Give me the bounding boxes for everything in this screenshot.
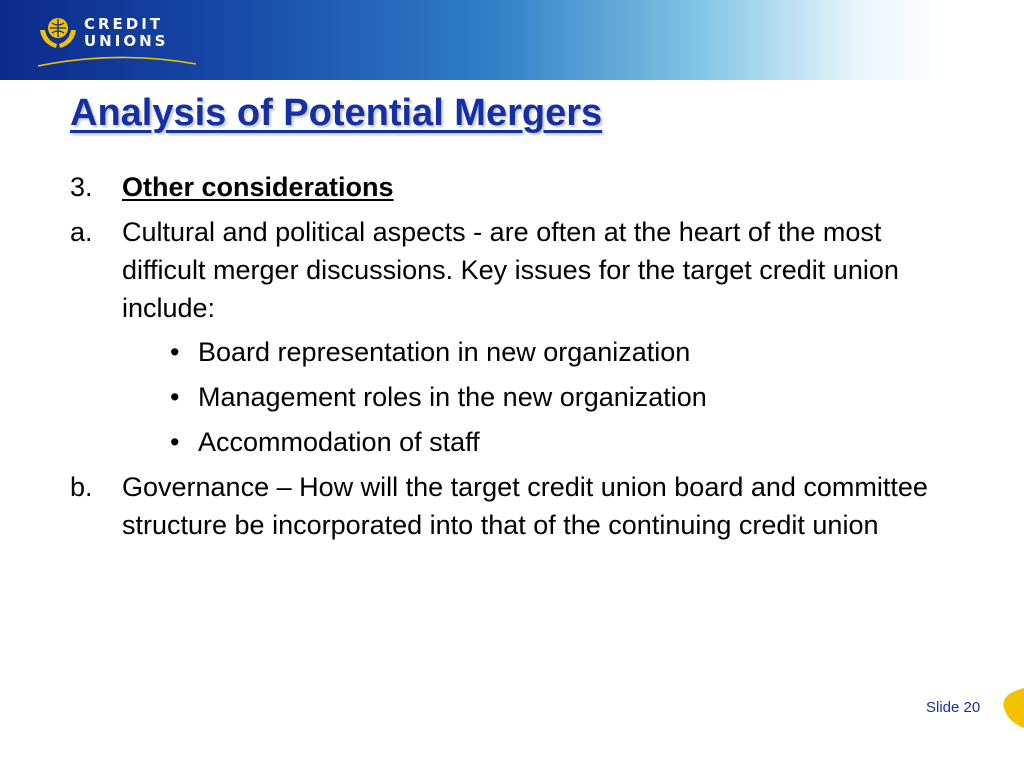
- list-item-a: [70, 213, 950, 327]
- logo-wordmark: [84, 16, 168, 50]
- logo-text-credit: CREDIT: [84, 15, 164, 33]
- bullet-text: Management roles in the new organization: [198, 382, 707, 412]
- bullet-item: [170, 378, 950, 416]
- logo-swoosh: [38, 54, 198, 68]
- item-marker-a: a.: [70, 217, 93, 247]
- section-heading: Other considerations: [122, 172, 394, 202]
- bullet-item: [170, 423, 950, 461]
- slide-body: [70, 168, 950, 544]
- hands-globe-icon: [38, 14, 78, 52]
- bullet-text: Board representation in new organization: [198, 337, 691, 367]
- credit-unions-logo: [38, 14, 198, 70]
- logo-text-unions: UNIONS: [84, 32, 169, 50]
- section-number: 3.: [70, 172, 93, 202]
- list-item-b: [70, 468, 950, 544]
- key-issues-list: [170, 333, 950, 461]
- slide-number: Slide 20: [926, 699, 981, 716]
- bullet-icon: •: [170, 382, 180, 412]
- item-marker-b: b.: [70, 472, 93, 502]
- bullet-text: Accommodation of staff: [198, 427, 480, 457]
- bullet-item: [170, 333, 950, 371]
- bullet-icon: •: [170, 337, 180, 367]
- page-title: Analysis of Potential Mergers: [70, 92, 603, 134]
- item-text-b: Governance – How will the target credit union board and committee structure be incorporated into that of the continuing credit union: [122, 472, 928, 540]
- section-heading-row: [70, 168, 950, 206]
- header-banner: [0, 0, 1024, 80]
- corner-accent: [1000, 688, 1024, 728]
- item-text-a: Cultural and political aspects - are often at the heart of the most difficult merger discussions. Key issues for the target credit union include:: [122, 217, 899, 323]
- bullet-icon: •: [170, 427, 180, 457]
